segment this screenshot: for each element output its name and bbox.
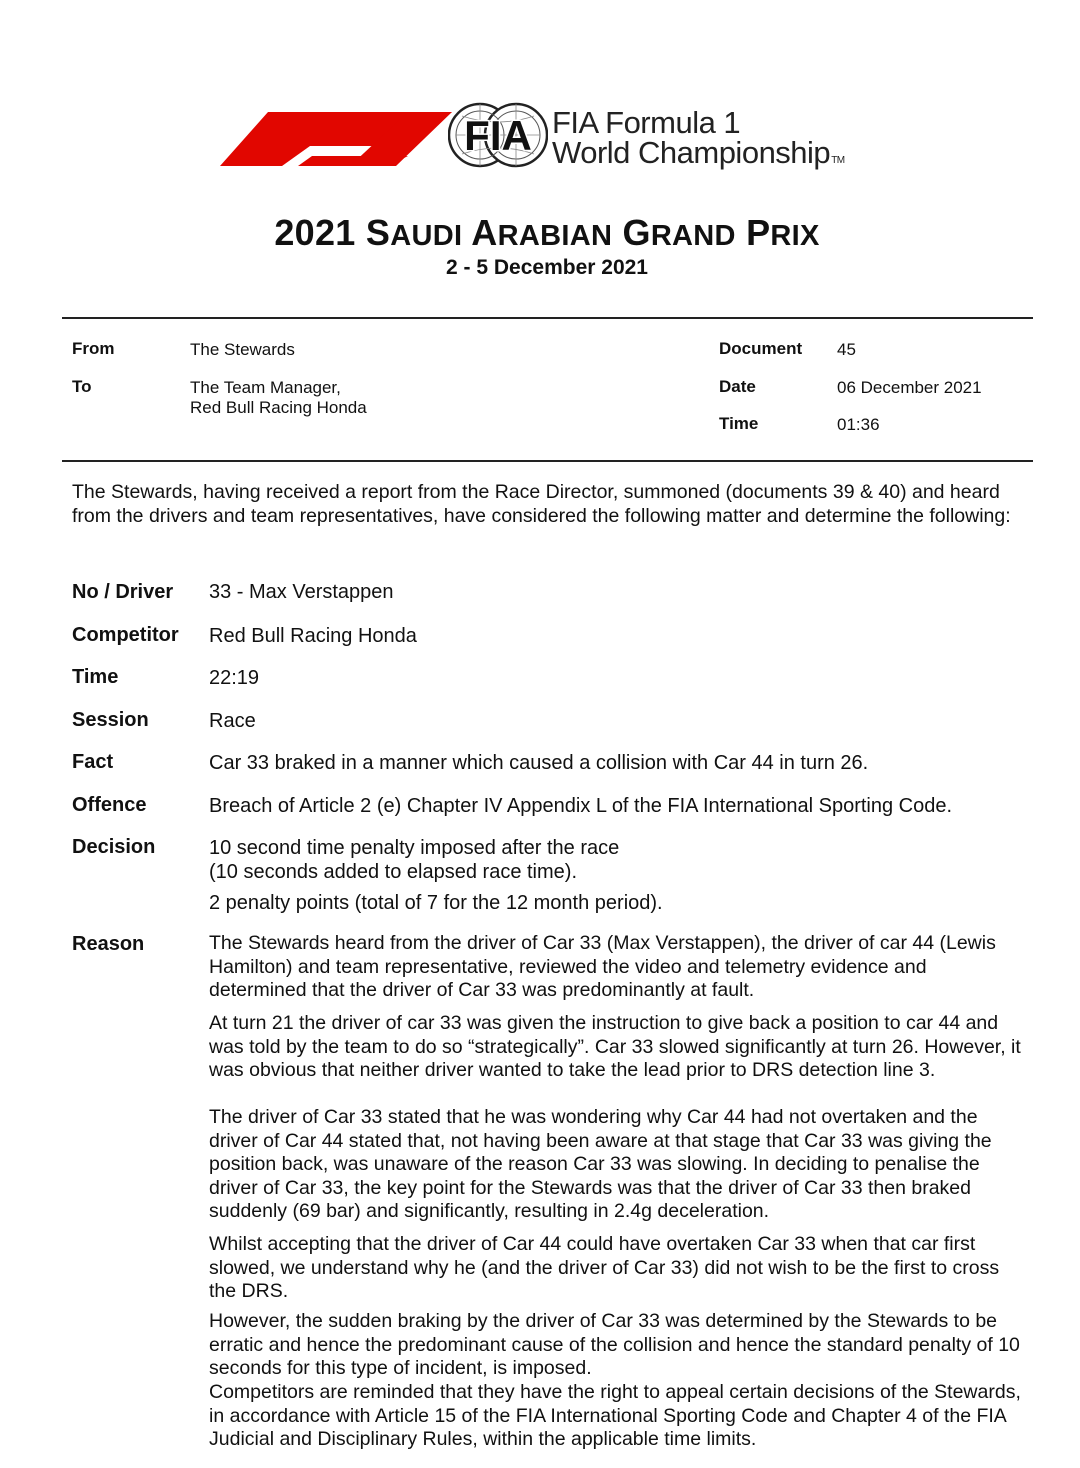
date-value: 06 December 2021 — [837, 378, 982, 397]
time-value: 01:36 — [837, 415, 880, 434]
offence-label: Offence — [72, 794, 147, 816]
reason-paragraph-5: However, the sudden braking by the driver of Car 33 was determined by the Stewards to be erratic and hence the predominant cause of the collision and hence the standard penalty of 10 seconds for this type of incident, is imposed. — [209, 1310, 1020, 1379]
divider-top — [62, 317, 1033, 319]
fact-value: Car 33 braked in a manner which caused a collision with Car 44 in turn 26. — [209, 752, 869, 774]
title-word-3: GRAND — [622, 212, 736, 253]
document-value: 45 — [837, 340, 856, 359]
reason-paragraph-6: Competitors are reminded that they have the right to appeal certain decisions of the Stewards, in accordance with Article 15 of the FIA International Sporting Code and Chapter 4 of the FIA Judicial and Disciplinary Rules, within the applicable time limits. — [209, 1381, 1021, 1450]
decision-line3: 2 penalty points (total of 7 for the 12 month period). — [209, 892, 663, 914]
title-word-4: PRIX — [746, 212, 820, 253]
session-value: Race — [209, 710, 256, 732]
reason-paragraph-2: At turn 21 the driver of car 33 was given the instruction to give back a position to car 44 and was told by the team to do so “strategically”. Car 33 slowed significantly at turn 26. However, it was obvious that neither driver wanted to take the lead prior to DRS detection line 3. — [209, 1012, 1021, 1081]
session-label: Session — [72, 709, 149, 731]
to-value-line1: The Team Manager, — [190, 378, 341, 397]
title-word-1: SAUDI — [365, 212, 463, 253]
driver-value: 33 - Max Verstappen — [209, 581, 394, 603]
fia-logo-icon — [448, 100, 548, 170]
time-label: Time — [719, 414, 759, 433]
reason-paragraph-4: Whilst accepting that the driver of Car 44 could have overtaken Car 33 when that car first slowed, we understand why he (and the driver of Car 33) did not wish to be the first to cross the DRS. — [209, 1233, 1000, 1302]
brand-line2: World Championship — [552, 135, 831, 170]
competitor-value: Red Bull Racing Honda — [209, 625, 417, 647]
decision-label: Decision — [72, 836, 156, 858]
fact-label: Fact — [72, 751, 114, 773]
decision-value — [209, 837, 1029, 916]
reason-label: Reason — [72, 933, 145, 955]
reason-paragraph-1: The Stewards heard from the driver of Car 33 (Max Verstappen), the driver of car 44 (Lewis Hamilton) and team representative, reviewed the video and telemetry evidence and determined that the driver of Car 33 was predominantly at fault. — [209, 932, 996, 1001]
intro-paragraph: The Stewards, having received a report from the Race Director, summoned (documents 39 & 40) and heard from the drivers and team representatives, have considered the following matter and determine the following: — [72, 481, 1011, 527]
date-label: Date — [719, 377, 756, 396]
incident-time-label: Time — [72, 666, 119, 688]
to-value-line2: Red Bull Racing Honda — [190, 398, 367, 417]
to-label: To — [72, 377, 92, 396]
divider-bottom — [62, 460, 1033, 462]
brand-text — [552, 105, 845, 176]
competitor-label: Competitor — [72, 624, 179, 646]
event-dates: 2 - 5 December 2021 — [446, 256, 648, 279]
offence-value: Breach of Article 2 (e) Chapter IV Appendix L of the FIA International Sporting Code. — [209, 795, 953, 817]
f1-logo-icon — [220, 104, 452, 166]
header-logo-row — [220, 100, 900, 170]
to-value — [190, 378, 367, 418]
decision-line1: 10 second time penalty imposed after the race — [209, 837, 620, 859]
driver-label: No / Driver — [72, 581, 174, 603]
fia-mark: FIA — [464, 112, 532, 159]
title-word-2: ARABIAN — [471, 212, 613, 253]
document-title — [0, 212, 1080, 254]
trademark: TM — [831, 155, 845, 166]
incident-time-value: 22:19 — [209, 667, 260, 689]
from-label: From — [72, 339, 115, 358]
brand-line1: FIA Formula 1 — [552, 105, 741, 140]
decision-line2: (10 seconds added to elapsed race time). — [209, 860, 577, 883]
reason-paragraph-3: The driver of Car 33 stated that he was wondering why Car 44 had not overtaken and the driver of Car 44 stated that, not having been aware at that stage that Car 33 was giving the position back, was unaware of the reason Car 33 was slowing. In deciding to penalise the driver of Car 33, the key point for the Stewards was that the driver of Car 33 then braked suddenly (69 bar) and significantly, resulting in 2.4g deceleration. — [209, 1106, 992, 1222]
from-value: The Stewards — [190, 340, 295, 359]
title-year: 2021 — [274, 212, 356, 253]
document-label: Document — [719, 339, 803, 358]
